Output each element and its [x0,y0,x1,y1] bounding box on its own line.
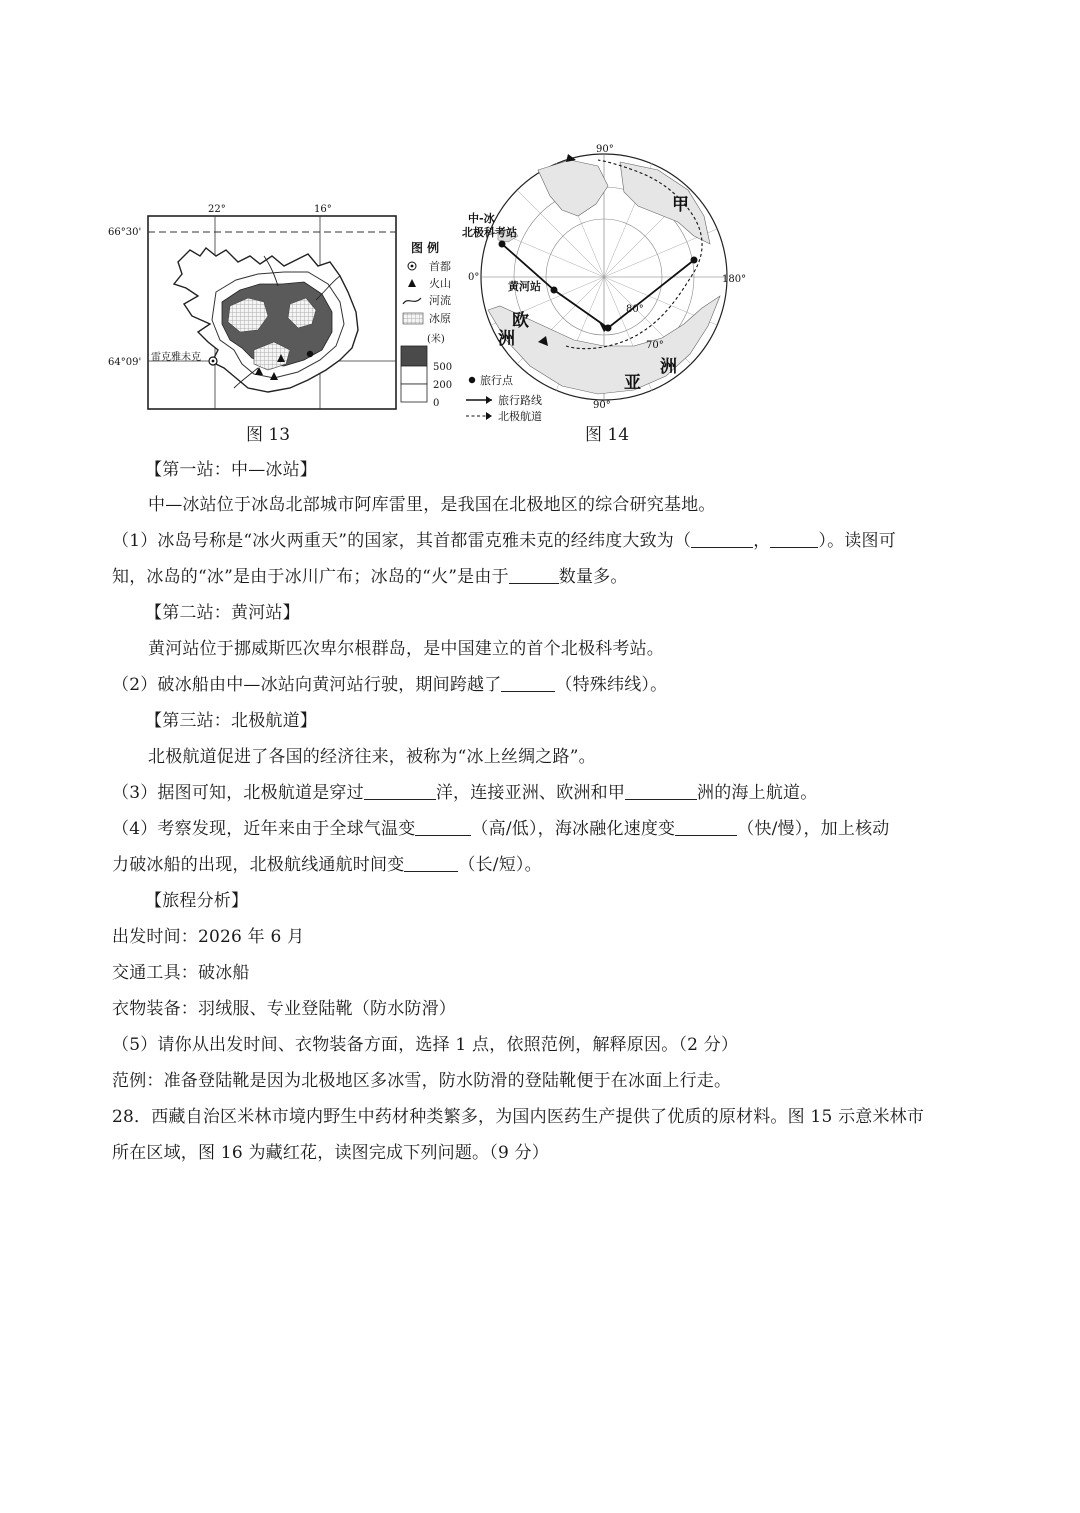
station-1-heading: 【第一站：中—冰站】 [145,460,317,480]
q1-blank-3[interactable] [509,568,559,584]
lon-label-16: 16° [314,204,332,215]
q1-text-a: （1）冰岛号称是“冰火两重天”的国家，其首都雷克雅未克的经纬度大致为（ [112,531,692,551]
legend-arctic-route: 北极航道 [498,410,542,423]
q1-text-e: 数量多。 [558,567,628,587]
label-station-1-line1: 中-冰 [468,212,495,225]
label-jia: 甲 [672,195,689,215]
label-station-1-line2: 北极科考站 [462,226,517,239]
station-3-heading: 【第三站：北极航道】 [145,711,317,731]
deg-90-bottom: 90° [593,400,611,411]
question-3 [112,778,817,803]
question-5: （5）请你从出发时间、衣物装备方面，选择 1 点，依照范例，解释原因。（2 分） [112,1035,739,1055]
deg-180: 180° [722,274,747,285]
station-2-body: 黄河站位于挪威斯匹次卑尔根群岛，是中国建立的首个北极科考站。 [148,639,664,659]
elev-0: 0 [433,398,440,409]
travel-point-iceland [499,241,506,248]
question-28-line1: 28．西藏自治区米林市境内野生中药材种类繁多，为国内医药生产提供了优质的原材料。图 15 示意米林市 [112,1107,925,1127]
q4-text-b: （高/低），海冰融化速度变 [471,819,676,839]
q1-blank-1[interactable] [691,532,753,548]
lon-label-22: 22° [208,204,226,215]
q3-text-a: （3）据图可知，北极航道是穿过 [112,783,364,803]
legend-volcano: 火山 [429,277,451,290]
elev-500: 500 [433,362,453,373]
legend-river: 河流 [429,294,451,307]
legend-travel-point: 旅行点 [480,374,513,387]
departure-time: 出发时间：2026 年 6 月 [112,927,305,947]
q2-text-b: （特殊纬线）。 [555,675,668,695]
deg-90-top: 90° [596,144,614,155]
q3-text-c: 洲的海上航道。 [697,783,818,803]
travel-point-yellow-river [551,287,558,294]
q4-text-a: （4）考察发现，近年来由于全球气温变 [112,819,416,839]
label-zhou-as: 洲 [660,357,677,377]
label-zhou-eu: 洲 [498,329,515,349]
q2-blank[interactable] [501,676,555,692]
legend-capital: 首都 [429,260,451,273]
travel-point-route [605,325,612,332]
figure-13-caption: 图 13 [246,425,291,445]
q4-text-c: （快/慢），加上核动 [737,819,890,839]
q4-blank-1[interactable] [415,820,471,836]
q1-text-c: ）。读图可 [818,531,896,551]
elev-200: 200 [433,380,453,391]
question-2 [112,670,667,695]
capital-label: 雷克雅未克 [151,352,201,363]
q1-text-b: ， [753,531,771,551]
travel-point-bering [691,257,698,264]
legend-ice: 冰原 [429,312,451,325]
label-ya: 亚 [624,373,641,393]
legend-title: 图 例 [411,241,440,255]
trip-analysis-heading: 【旅程分析】 [145,891,249,911]
q3-blank-2[interactable] [625,784,697,800]
q3-blank-1[interactable] [364,784,436,800]
label-station-2: 黄河站 [508,280,541,293]
transport-tool: 交通工具：破冰船 [112,963,250,983]
lat-label-6630: 66°30' [108,227,142,238]
question-1-cont [112,562,628,587]
legend-elev-unit: (米) [427,334,445,345]
label-ou: 欧 [512,311,529,331]
figure-14-arctic-map [458,140,758,440]
question-28-line2: 所在区域，图 16 为藏红花，读图完成下列问题。（9 分） [112,1143,549,1163]
volcano-icon [408,279,416,287]
clothing-equipment: 衣物装备：羽绒服、专业登陆靴（防水防滑） [112,999,456,1019]
figure-13-legend [395,238,467,410]
q1-blank-2[interactable] [770,532,818,548]
question-1 [112,526,896,551]
lat-label-6409: 64°09' [108,357,142,368]
q1-text-d: 知，冰岛的“冰”是由于冰川广布；冰岛的“火”是由于 [112,567,509,587]
q4-text-d: 力破冰船的出现，北极航线通航时间变 [112,855,405,875]
q4-blank-2[interactable] [675,820,737,836]
q4-text-e: （长/短）。 [458,855,542,875]
volcano-dot [307,351,313,357]
q4-blank-3[interactable] [404,856,458,872]
deg-70: 70° [646,340,664,351]
q2-text-a: （2）破冰船由中—冰站向黄河站行驶，期间跨越了 [112,675,502,695]
q3-text-b: 洋，连接亚洲、欧洲和甲 [435,783,626,803]
question-4-cont [112,850,542,875]
figure-14-caption: 图 14 [585,425,630,445]
example-answer: 范例：准备登陆靴是因为北极地区多冰雪，防水防滑的登陆靴便于在冰面上行走。 [112,1071,732,1091]
station-3-body: 北极航道促进了各国的经济往来，被称为“冰上丝绸之路”。 [148,747,596,767]
station-1-body: 中—冰站位于冰岛北部城市阿库雷里，是我国在北极地区的综合研究基地。 [148,495,716,515]
legend-travel-route: 旅行路线 [498,394,542,407]
question-4 [112,814,889,839]
figure-13-iceland-map [108,200,408,415]
deg-0: 0° [468,272,480,283]
station-2-heading: 【第二站：黄河站】 [145,603,300,623]
deg-80: 80° [626,304,644,315]
